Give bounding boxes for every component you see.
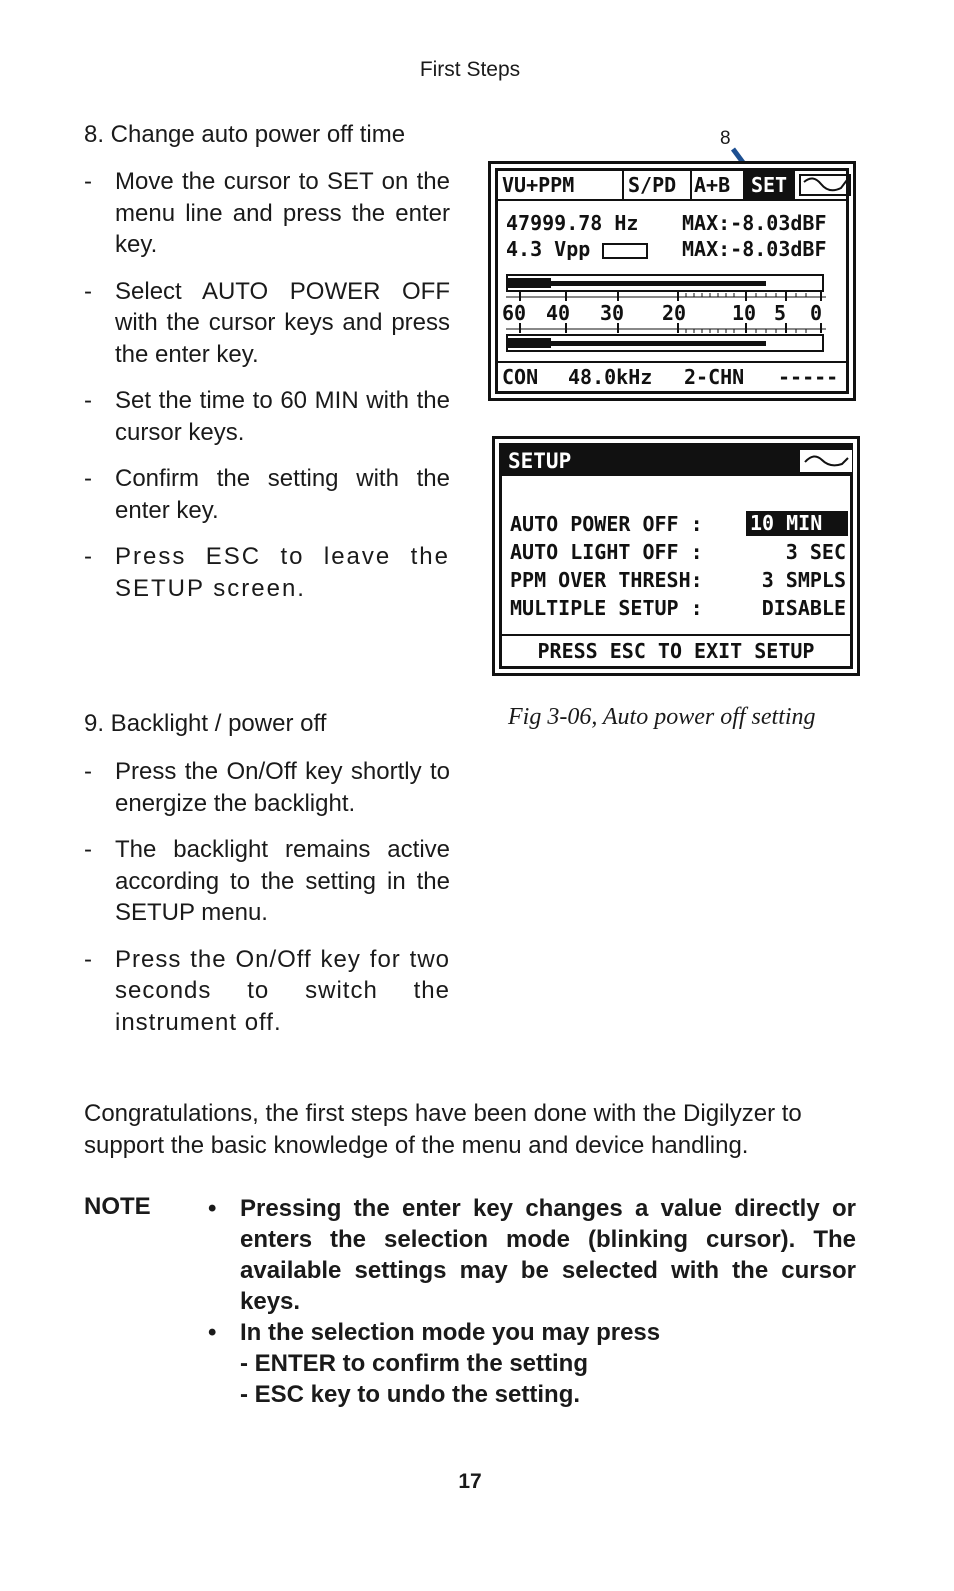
scale-label: 5 bbox=[774, 301, 787, 325]
note-sub-item: - ENTER to confirm the setting bbox=[240, 1350, 588, 1377]
figure-callout-number: 8 bbox=[720, 128, 731, 149]
figure-caption: Fig 3-06, Auto power off setting bbox=[508, 704, 816, 730]
step-9-title: 9. Backlight / power off bbox=[84, 710, 327, 737]
scale-label: 10 bbox=[732, 301, 757, 325]
note-label: NOTE bbox=[84, 1193, 151, 1220]
setup-row-label: PPM OVER THRESH: bbox=[510, 568, 703, 592]
lcd-status-bar bbox=[498, 361, 846, 391]
setup-title-bar bbox=[502, 446, 850, 476]
note-sub-item: - ESC key to undo the setting. bbox=[240, 1381, 581, 1408]
page-number: 17 bbox=[458, 1470, 482, 1493]
setup-row-value: 3 SMPLS bbox=[761, 568, 846, 592]
setup-row-label: AUTO LIGHT OFF : bbox=[510, 540, 703, 564]
congrats-paragraph: Congratulations, the first steps have been done with the Digilyzer to support the basic knowledge of the menu and device handling. bbox=[84, 1100, 802, 1159]
lcd-menu-bar bbox=[498, 171, 846, 201]
list-item: - Confirm the setting with the enter key. bbox=[84, 463, 450, 526]
scale-label: 30 bbox=[600, 301, 625, 325]
setup-row-auto-power-off bbox=[510, 510, 850, 538]
note-item bbox=[208, 1317, 856, 1410]
lcd-setup-frame bbox=[499, 443, 853, 669]
menu-item-vu-ppm: VU+PPM bbox=[502, 173, 575, 197]
status-sample-rate: 48.0kHz bbox=[568, 365, 653, 389]
list-item: - Select AUTO POWER OFF with the cursor keys and press the enter key. bbox=[84, 276, 450, 371]
step-8-bullets bbox=[84, 166, 450, 619]
list-item: - Press the On/Off key shortly to energize the backlight. bbox=[84, 756, 450, 819]
lcd-meter-screen bbox=[488, 161, 856, 401]
status-dashes: ----- bbox=[778, 365, 839, 389]
sine-wave-icon bbox=[799, 174, 851, 196]
menu-item-ab: A+B bbox=[694, 173, 731, 197]
lcd-meter-frame bbox=[495, 168, 849, 394]
lcd-vpp-readout: 4.3 Vpp bbox=[506, 237, 591, 261]
status-con: CON bbox=[502, 365, 539, 389]
list-item: - Press the On/Off key for two seconds to switch the instrument off. bbox=[84, 944, 450, 1039]
setup-row-multiple-setup bbox=[510, 594, 850, 622]
menu-item-set-selected: SET bbox=[743, 171, 795, 199]
list-item: - Set the time to 60 MIN with the cursor keys. bbox=[84, 385, 450, 448]
sine-wave-icon bbox=[800, 450, 852, 472]
lcd-vpp-bar bbox=[602, 243, 648, 259]
setup-footer bbox=[502, 634, 850, 666]
step-8-title: 8. Change auto power off time bbox=[84, 121, 406, 148]
list-item: - Press ESC to leave the SETUP screen. bbox=[84, 541, 450, 604]
setup-rows bbox=[510, 510, 850, 622]
lcd-scale-labels bbox=[502, 301, 826, 323]
lcd-max-readout-1: MAX:-8.03dBF bbox=[682, 211, 827, 235]
setup-row-label: MULTIPLE SETUP : bbox=[510, 596, 703, 620]
running-header: First Steps bbox=[419, 58, 521, 81]
scale-label: 40 bbox=[546, 301, 571, 325]
setup-row-ppm-over-thresh bbox=[510, 566, 850, 594]
note-list bbox=[208, 1193, 856, 1410]
status-channels: 2-CHN bbox=[684, 365, 745, 389]
setup-row-auto-light-off bbox=[510, 538, 850, 566]
menu-item-spd: S/PD bbox=[628, 173, 677, 197]
list-item: - The backlight remains active according to the setting in the SETUP menu. bbox=[84, 834, 450, 929]
scale-label: 0 bbox=[810, 301, 823, 325]
setup-row-value: DISABLE bbox=[761, 596, 846, 620]
note-item-text: • In the selection mode you may press bbox=[240, 1319, 661, 1346]
setup-row-value-selected: 10 MIN bbox=[746, 511, 848, 536]
list-item: - Move the cursor to SET on the menu line and press the enter key. bbox=[84, 166, 450, 261]
scale-label: 60 bbox=[502, 301, 527, 325]
setup-row-label: AUTO POWER OFF : bbox=[510, 512, 703, 536]
step-9-bullets bbox=[84, 756, 450, 1053]
note-item: • Pressing the enter key changes a value directly or enters the selection mode (blinking cursor). The available settings may be selected with the cursor keys. bbox=[208, 1193, 856, 1317]
lcd-frequency-readout: 47999.78 Hz bbox=[506, 211, 639, 235]
lcd-setup-screen bbox=[492, 436, 860, 676]
setup-title: SETUP bbox=[508, 449, 572, 473]
setup-row-value: 3 SEC bbox=[785, 540, 846, 564]
scale-label: 20 bbox=[662, 301, 687, 325]
setup-footer-text: PRESS ESC TO EXIT SETUP bbox=[537, 639, 815, 663]
lcd-max-readout-2: MAX:-8.03dBF bbox=[682, 237, 827, 261]
